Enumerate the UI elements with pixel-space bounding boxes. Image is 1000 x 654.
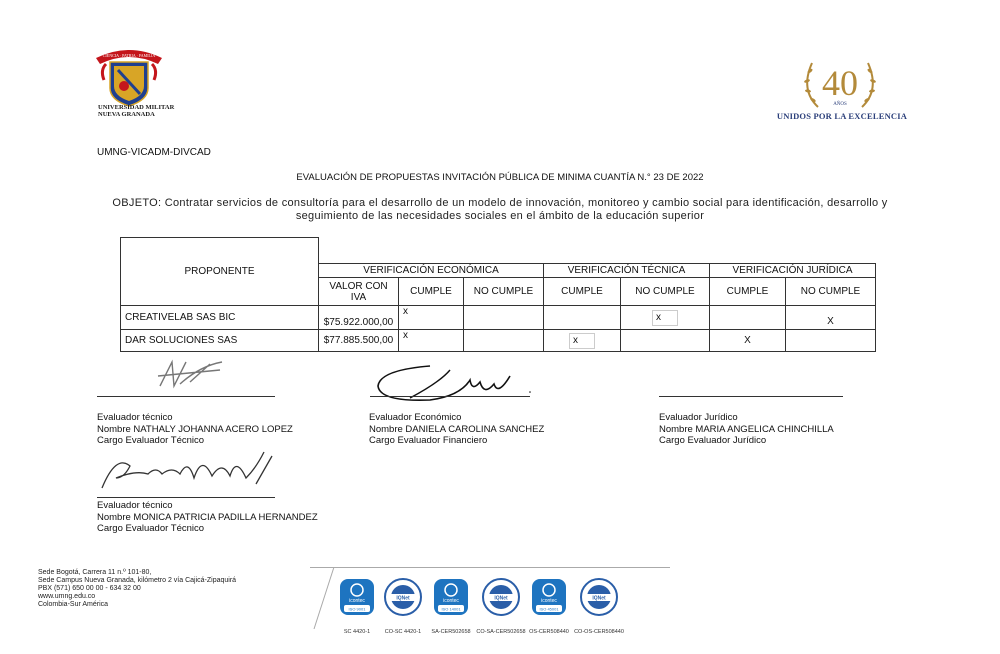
objeto-text: Contratar servicios de consultoría para el desarrollo de un modelo de innovación, monitoreo y cambio social para identificación, desarrollo y seguimiento de las necesidades sociales en el ámbito de la educación superior	[164, 197, 888, 222]
evaluation-table	[120, 237, 876, 352]
jur-no-cumple-mark: X	[786, 306, 876, 330]
cert-code: OS-CER508440	[529, 629, 569, 635]
col-tec-cumple-header: CUMPLE	[544, 278, 621, 306]
signature-line-juridico	[659, 396, 843, 397]
svg-text:icontec: icontec	[349, 598, 365, 604]
svg-text:AÑOS: AÑOS	[833, 102, 847, 107]
tec-no-cumple-mark: x	[652, 310, 678, 326]
jur-cumple-mark	[710, 306, 786, 330]
col-valor-header: VALOR CON IVA	[319, 278, 399, 306]
proponent-name: CREATIVELAB SAS BIC	[121, 306, 319, 330]
signature-block-tecnico1: Evaluador técnico Nombre NATHALY JOHANNA ACERO LOPEZ Cargo Evaluador Técnico	[97, 412, 293, 446]
svg-text:ISO 9001: ISO 9001	[348, 606, 366, 612]
footer-divider	[310, 567, 670, 568]
col-jur-no-cumple-header: NO CUMPLE	[786, 278, 876, 306]
anniversary-tagline: UNIDOS POR LA EXCELENCIA	[776, 111, 908, 121]
signature-block-juridico: Evaluador Jurídico Nombre MARIA ANGELICA CHINCHILLA Cargo Evaluador Jurídico	[659, 412, 834, 446]
group-tecnica-header: VERIFICACIÓN TÉCNICA	[544, 264, 710, 278]
cert-code: CO-OS-CER508440	[574, 629, 624, 635]
tec-cumple-mark: x	[569, 333, 595, 349]
eco-cumple-mark: x	[399, 306, 464, 330]
iqnet-seal-icon	[481, 577, 521, 617]
proponent-name: DAR SOLUCIONES SAS	[121, 330, 319, 352]
svg-text:IQNet: IQNet	[494, 595, 508, 602]
svg-text:IQNet: IQNet	[592, 595, 606, 602]
col-tec-no-cumple-header: NO CUMPLE	[621, 278, 710, 306]
signature-block-tecnico2: Evaluador técnico Nombre MONICA PATRICIA PADILLA HERNANDEZ Cargo Evaluador Técnico	[97, 500, 318, 534]
footer-slash-decoration	[312, 567, 336, 629]
table-row	[121, 306, 876, 330]
signature-line-tecnico2	[97, 497, 275, 498]
col-eco-cumple-header: CUMPLE	[399, 278, 464, 306]
proponent-valor: $75.922.000,00	[319, 306, 399, 330]
svg-text:40: 40	[822, 63, 858, 103]
cert-code: CO-SA-CER502658	[476, 629, 526, 635]
svg-text:icontec: icontec	[541, 598, 557, 604]
objeto-paragraph	[100, 197, 900, 223]
signature-sanchez	[370, 362, 540, 408]
iqnet-seal-icon	[579, 577, 619, 617]
iqnet-seal-icon	[383, 577, 423, 617]
svg-text:ISO 45001: ISO 45001	[539, 606, 559, 612]
group-juridica-header: VERIFICACIÓN JURÍDICA	[710, 264, 876, 278]
svg-text:ISO 14001: ISO 14001	[441, 606, 461, 612]
signature-padilla	[96, 448, 276, 494]
eco-no-cumple-mark	[464, 330, 544, 352]
jur-no-cumple-mark	[786, 330, 876, 352]
jur-cumple-mark: X	[710, 330, 786, 352]
tec-cumple-mark	[544, 306, 621, 330]
objeto-label: OBJETO:	[112, 197, 162, 209]
document-reference: UMNG-VICADM-DIVCAD	[97, 147, 211, 158]
tec-no-cumple-mark	[621, 330, 710, 352]
icontec-iso14001-icon	[431, 577, 471, 617]
svg-text:icontec: icontec	[443, 598, 459, 604]
signature-acero	[150, 356, 230, 392]
icontec-iso45001-icon	[529, 577, 569, 617]
signature-block-economico: Evaluador Económico Nombre DANIELA CAROLINA SANCHEZ Cargo Evaluador Financiero	[369, 412, 545, 446]
tec-cumple-cell	[544, 330, 621, 352]
svg-text:CIENCIA · PATRIA · FAMILIA: CIENCIA · PATRIA · FAMILIA	[102, 53, 156, 58]
col-eco-no-cumple-header: NO CUMPLE	[464, 278, 544, 306]
footer-address: Sede Bogotá, Carrera 11 n.º 101-80, Sede Campus Nueva Granada, kilómetro 2 vía Cajicá-Zipaquirá PBX (571) 650 00 00 - 634 32 00 www.umng.edu.co Colombia-Sur América	[38, 569, 237, 608]
eco-cumple-mark: x	[399, 330, 464, 352]
cert-code: CO-SC 4420-1	[384, 629, 422, 635]
icontec-iso9001-icon	[337, 577, 377, 617]
forty-years-logo	[790, 55, 890, 115]
tec-no-cumple-cell	[621, 306, 710, 330]
document-title: EVALUACIÓN DE PROPUESTAS INVITACIÓN PÚBLICA DE MINIMA CUANTÍA N.° 23 DE 2022	[296, 172, 704, 183]
signature-line-tecnico1	[97, 396, 275, 397]
eco-no-cumple-mark	[464, 306, 544, 330]
cert-code: SA-CER502658	[431, 629, 471, 635]
svg-text:IQNet: IQNet	[396, 595, 410, 602]
group-economica-header: VERIFICACIÓN ECONÓMICA	[319, 264, 544, 278]
cert-code: SC 4420-1	[343, 629, 371, 635]
signature-line-economico	[370, 396, 530, 397]
proponente-header: PROPONENTE	[121, 238, 319, 306]
umng-name: UNIVERSIDAD MILITAR NUEVA GRANADA	[98, 104, 175, 118]
proponent-valor: $77.885.500,00	[319, 330, 399, 352]
table-row	[121, 330, 876, 352]
col-jur-cumple-header: CUMPLE	[710, 278, 786, 306]
